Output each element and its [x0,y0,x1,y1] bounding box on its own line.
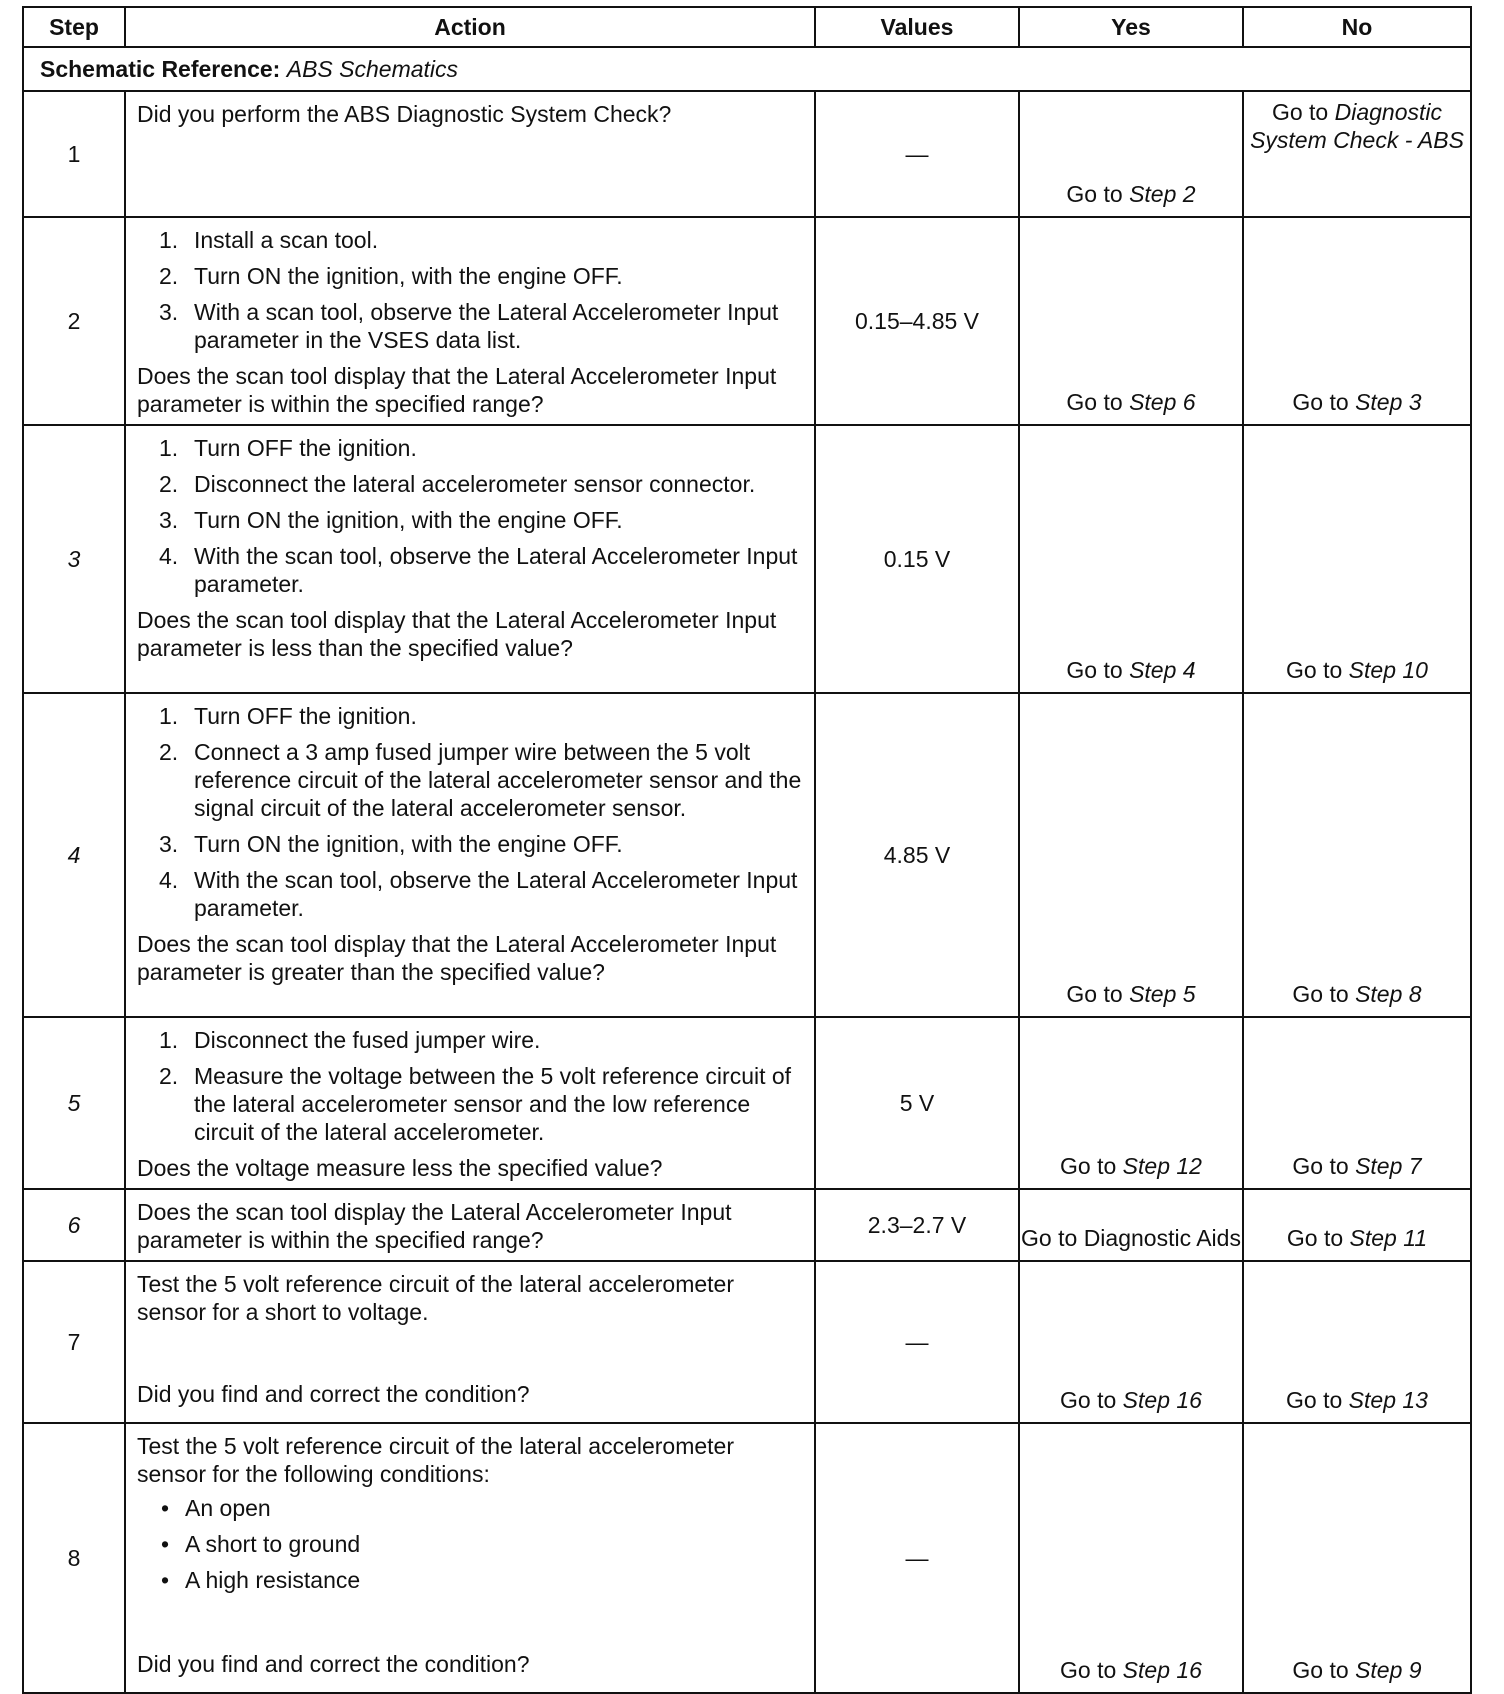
yes-cell[interactable]: Go to Step 5 [1019,693,1243,1017]
yes-link[interactable]: Step 2 [1129,181,1196,207]
header-yes: Yes [1019,7,1243,47]
substep-list [137,702,804,922]
question: Does the scan tool display that the Lateral Accelerometer Input parameter is less than the specified value? [137,607,777,661]
no-cell[interactable]: Go to Step 13 [1243,1261,1471,1423]
substep: 3. Turn ON the ignition, with the engine OFF. [159,831,623,857]
table-row [23,1017,1471,1189]
substep: 1. Turn OFF the ignition. [159,435,417,461]
yes-link[interactable]: Step 16 [1122,1657,1202,1683]
value-cell: 4.85 V [815,693,1019,1017]
step-number: 8 [23,1423,125,1693]
schematic-reference [23,47,1471,91]
action-cell [125,1189,815,1261]
condition-list [137,1494,804,1594]
no-cell[interactable]: Go to Step 8 [1243,693,1471,1017]
yes-cell[interactable]: Go to Step 12 [1019,1017,1243,1189]
no-cell[interactable]: Go to Step 10 [1243,425,1471,693]
header-action: Action [125,7,815,47]
no-link[interactable]: Step 7 [1355,1153,1422,1179]
value-cell: 5 V [815,1017,1019,1189]
action-cell [125,91,815,217]
schematic-label: Schematic Reference: [40,56,281,82]
yes-cell[interactable] [1019,91,1243,217]
yes-cell[interactable]: Go to Step 16 [1019,1261,1243,1423]
substep: 4. With the scan tool, observe the Lateral Accelerometer Input parameter. [159,867,798,921]
substep: 2. Turn ON the ignition, with the engine OFF. [159,263,623,289]
substep-list [137,226,804,354]
step-number: 3 [23,425,125,693]
diagnostic-table [22,6,1472,1694]
step-number: 7 [23,1261,125,1423]
table-row [23,217,1471,425]
substep-list [137,1026,804,1146]
step-number: 2 [23,217,125,425]
yes-link[interactable]: Step 6 [1129,389,1196,415]
substep: 4. With the scan tool, observe the Lateral Accelerometer Input parameter. [159,543,798,597]
no-cell[interactable]: Go to Step 11 [1243,1189,1471,1261]
no-prefix: Go to [1271,99,1335,125]
question: Does the scan tool display that the Lateral Accelerometer Input parameter is within the specified range? [137,363,777,417]
no-cell[interactable]: Go to Step 3 [1243,217,1471,425]
step-number: 4 [23,693,125,1017]
substep: 2. Connect a 3 amp fused jumper wire between the 5 volt reference circuit of the lateral accelerometer sensor and the signal circuit of the lateral accelerometer sensor. [159,739,802,821]
action-cell [125,1261,815,1423]
step-number: 5 [23,1017,125,1189]
table-row [23,693,1471,1017]
yes-cell[interactable]: Go to Step 6 [1019,217,1243,425]
no-link[interactable]: Step 9 [1355,1657,1422,1683]
no-cell[interactable]: Go to Step 9 [1243,1423,1471,1693]
value-cell: 0.15 V [815,425,1019,693]
value-cell: 2.3–2.7 V [815,1189,1019,1261]
substep: 1. Turn OFF the ignition. [159,703,417,729]
no-cell[interactable]: Go to Step 7 [1243,1017,1471,1189]
yes-link[interactable]: Step 16 [1122,1387,1202,1413]
table-row [23,1261,1471,1423]
table-row [23,91,1471,217]
question: Did you perform the ABS Diagnostic System Check? [137,101,672,127]
table-row [23,1189,1471,1261]
question: Does the scan tool display the Lateral Accelerometer Input parameter is within the specified range? [137,1199,732,1253]
substep-list [137,434,804,598]
no-link[interactable]: Step 11 [1349,1225,1428,1251]
no-cell[interactable] [1243,91,1471,217]
header-values: Values [815,7,1019,47]
yes-link[interactable]: Step 4 [1129,657,1196,683]
schematic-row [23,47,1471,91]
table-row [23,1423,1471,1693]
substep: 3. Turn ON the ignition, with the engine OFF. [159,507,623,533]
value-cell: — [815,1423,1019,1693]
yes-cell[interactable] [1019,1189,1243,1261]
substep: 2. Measure the voltage between the 5 volt reference circuit of the lateral accelerometer sensor and the low reference circuit of the lateral accelerometer. [159,1063,792,1145]
yes-link[interactable]: Go to Diagnostic Aids [1021,1225,1241,1251]
action-cell [125,425,815,693]
substep: 1. Disconnect the fused jumper wire. [159,1027,541,1053]
condition-item: • An open [161,1495,271,1521]
no-link[interactable]: Step 10 [1348,657,1428,683]
header-row [23,7,1471,47]
question: Did you find and correct the condition? [137,1381,530,1407]
yes-cell[interactable]: Go to Step 16 [1019,1423,1243,1693]
substep: 1. Install a scan tool. [159,227,379,253]
value-cell: — [815,91,1019,217]
no-link[interactable]: Step 8 [1355,981,1422,1007]
condition-item: • A short to ground [161,1531,361,1557]
question: Does the voltage measure less the specified value? [137,1155,663,1181]
header-step: Step [23,7,125,47]
substep: 2. Disconnect the lateral accelerometer sensor connector. [159,471,756,497]
action-cell [125,1423,815,1693]
header-no: No [1243,7,1471,47]
intro-text: Test the 5 volt reference circuit of the lateral accelerometer sensor for the following conditions: [137,1433,735,1487]
action-cell [125,693,815,1017]
step-number: 1 [23,91,125,217]
schematic-link[interactable]: ABS Schematics [286,56,459,82]
action-cell [125,217,815,425]
question: Did you find and correct the condition? [137,1651,530,1677]
yes-cell[interactable]: Go to Step 4 [1019,425,1243,693]
yes-link[interactable]: Step 12 [1122,1153,1202,1179]
yes-link[interactable]: Step 5 [1129,981,1196,1007]
step-number: 6 [23,1189,125,1261]
condition-item: • A high resistance [161,1567,361,1593]
yes-prefix: Go to [1066,181,1130,207]
value-cell: — [815,1261,1019,1423]
table-row [23,425,1471,693]
substep: 3. With a scan tool, observe the Lateral Accelerometer Input parameter in the VSES data list. [159,299,779,353]
action-cell [125,1017,815,1189]
no-link[interactable]: Step 3 [1355,389,1422,415]
no-link[interactable]: Diagnostic System Check - ABS [1250,99,1464,153]
intro-text: Test the 5 volt reference circuit of the lateral accelerometer sensor for a short to voltage. [137,1271,735,1325]
question: Does the scan tool display that the Lateral Accelerometer Input parameter is greater than the specified value? [137,931,777,985]
no-link[interactable]: Step 13 [1348,1387,1428,1413]
value-cell: 0.15–4.85 V [815,217,1019,425]
